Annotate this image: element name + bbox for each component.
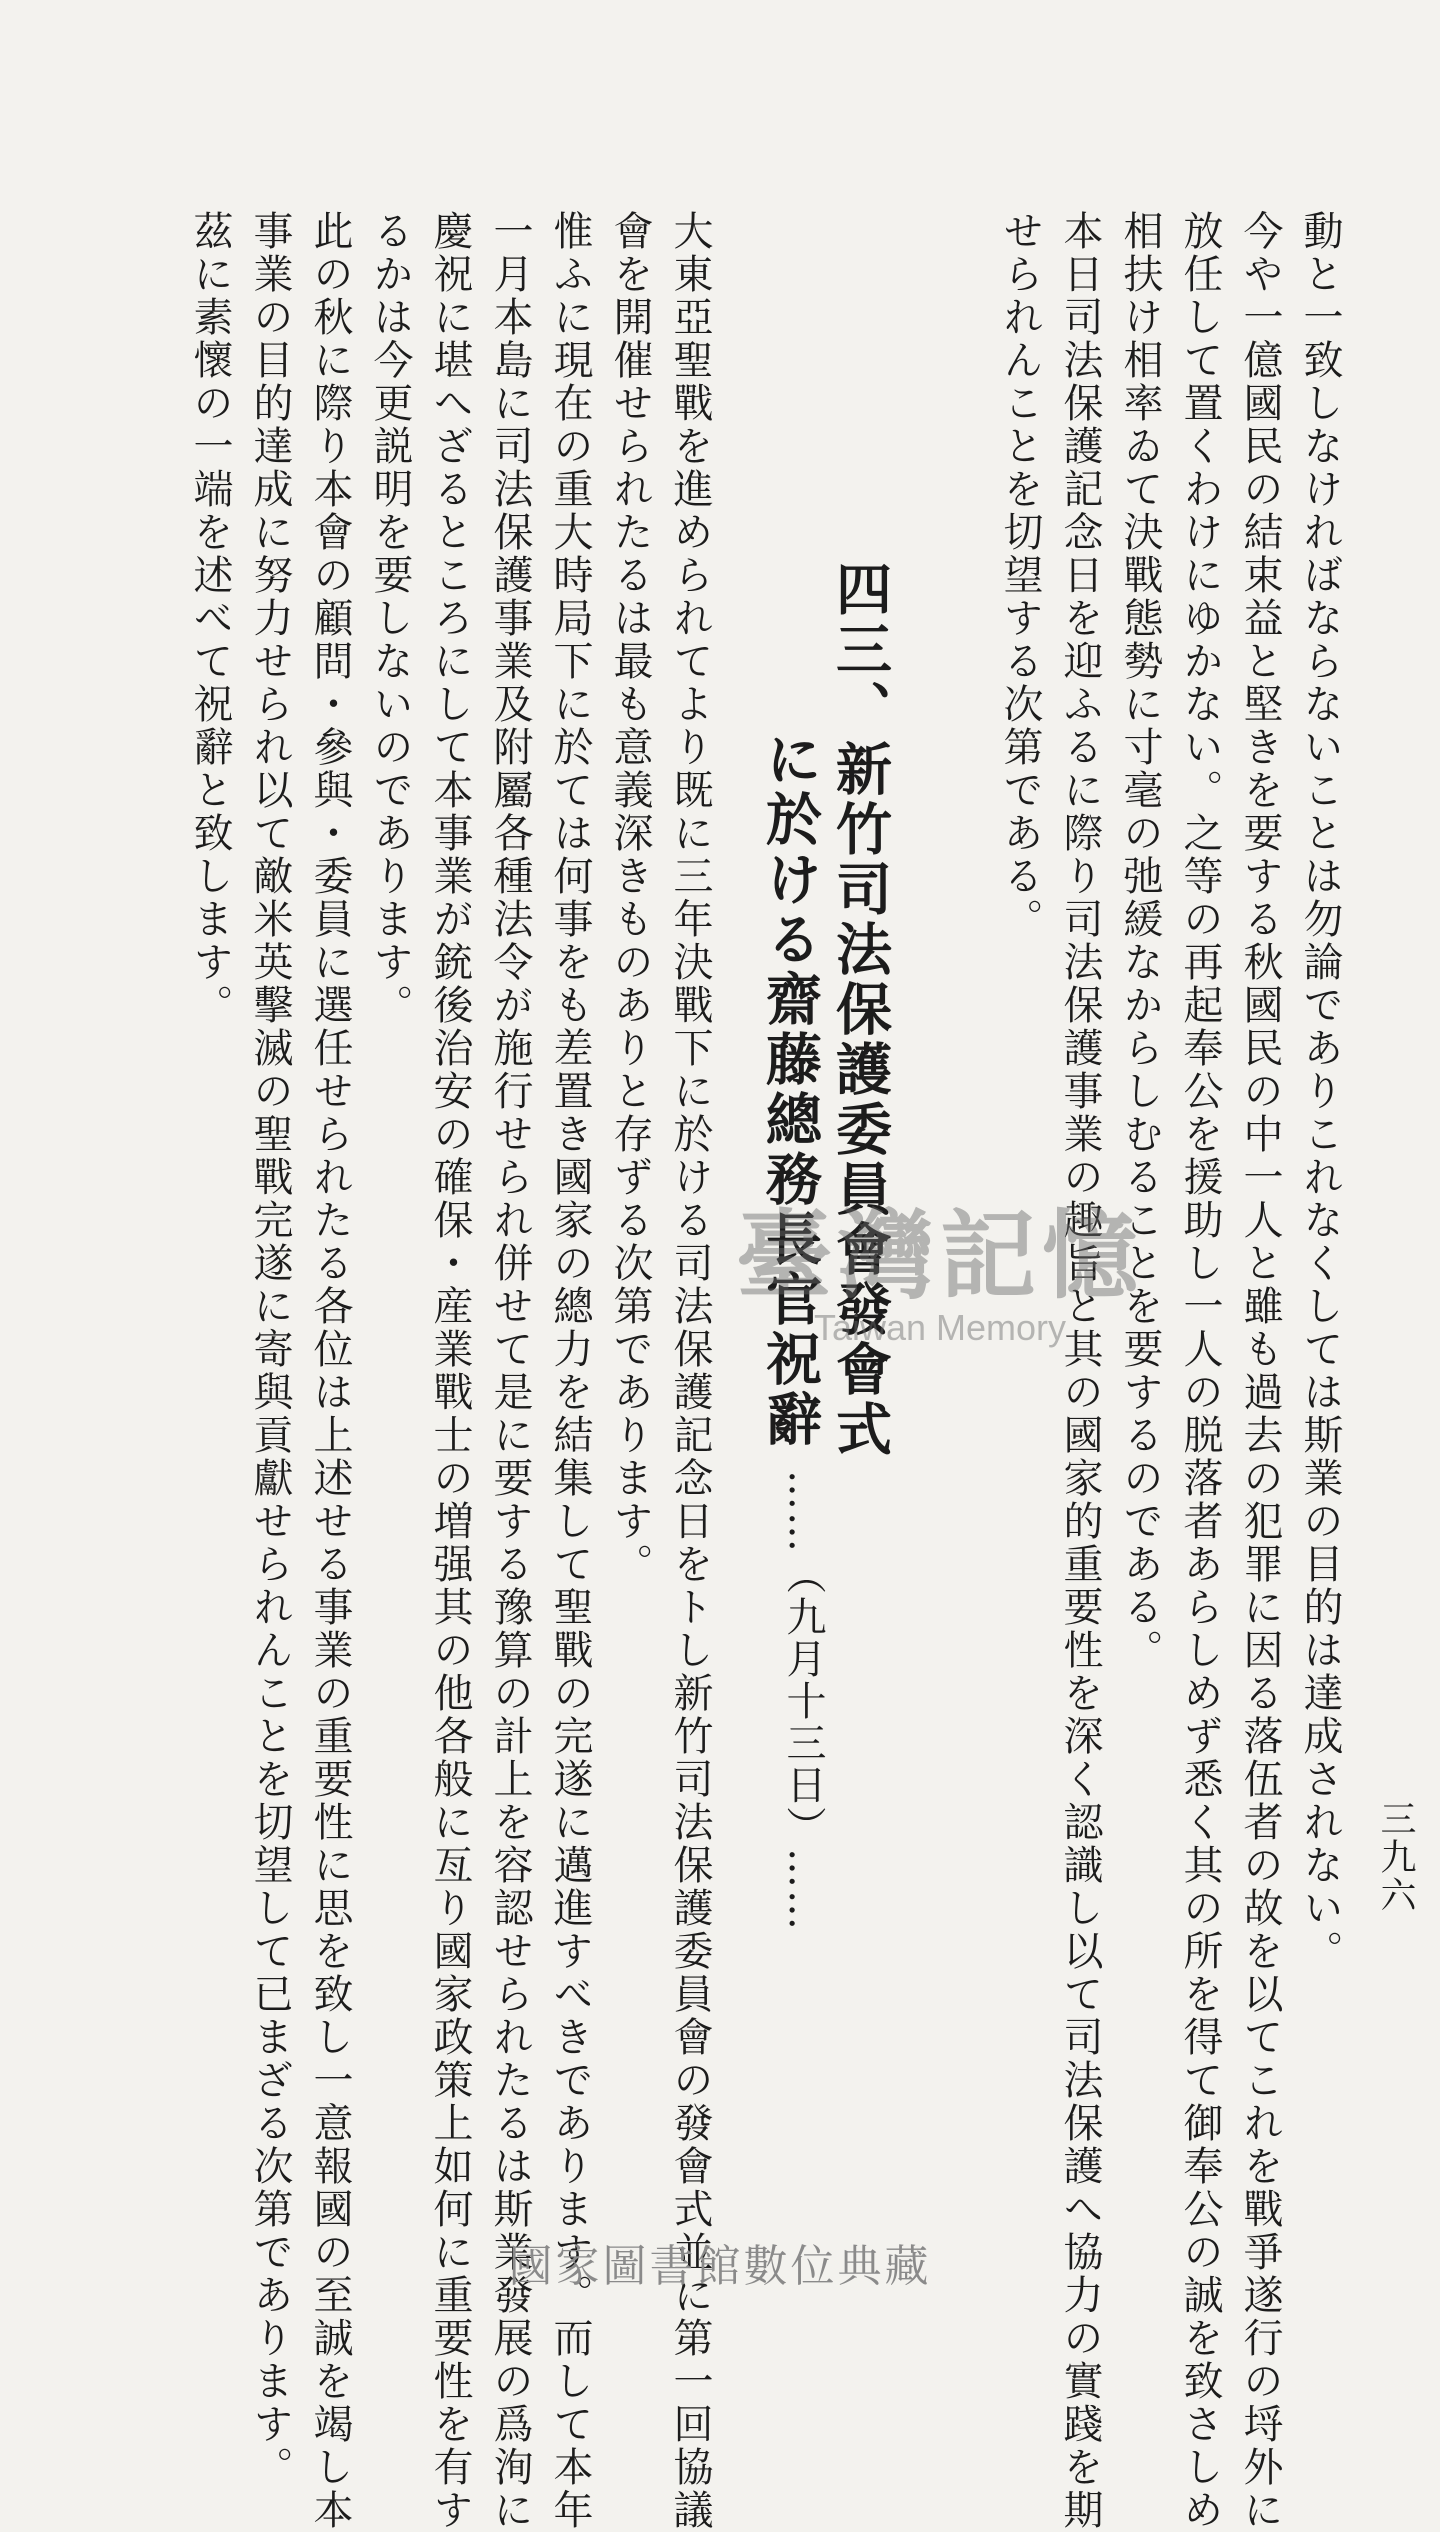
text-column-bottom-4: 一月本島に司法保護事業及附屬各種法令が施行せられ併せて是に要する豫算の計上を容認せられたるは斯業發展の爲洵に [487, 210, 533, 2532]
text-column-bottom-9: 茲に素懷の一端を述べて祝辭と致します。 [187, 210, 233, 1027]
text-column-top-6: せられんことを切望する次第である。 [997, 210, 1043, 941]
watermark-cjk: 臺灣記憶 [736, 1199, 1144, 1312]
text-column-bottom-5: 慶祝に堪へざるところにして本事業が銃後治安の確保・産業戰士の増强其の他各般に亙り國家政策上如何に重要性を有す [427, 210, 473, 2532]
text-column-bottom-1: 大東亞聖戰を進められてより既に三年決戰下に於ける司法保護記念日をトし新竹司法保護委員會の發會式並に第一回協議 [667, 210, 713, 2532]
watermark [700, 1180, 1180, 1349]
text-column-top-3: 放任して置くわけにゆかない。之等の再起奉公を援助し一人の脱落者あらしめず悉く其の所を得て御奉公の誠を致さしめ [1177, 210, 1223, 2532]
section-heading-line1: 四三、新竹司法保護委員會發會式 [827, 560, 893, 1460]
text-column-bottom-3: 惟ふに現在の重大時局下に於ては何事をも差置き國家の總力を結集して聖戰の完遂に邁進すべきであります。而して本年 [547, 210, 593, 2532]
footer-archive-label: 國家圖書館數位典藏 [508, 2241, 932, 2292]
text-column-bottom-2: 會を開催せられたるは最も意義深きものありと存ずる次第であります。 [607, 210, 653, 1586]
section-heading-line2: に於ける齋藤總務長官祝辭 [757, 730, 823, 1450]
text-column-top-1: 動と一致しなければならないことは勿論でありこれなくしては斯業の目的は達成されない。 [1297, 210, 1343, 1973]
text-column-bottom-7: 此の秋に際り本會の顧問・參與・委員に選任せられたる各位は上述せる事業の重要性に思を致し一意報國の至誠を竭し本 [307, 210, 353, 2532]
watermark-en: Taiwan Memory [813, 1307, 1067, 1348]
text-column-top-2: 今や一億國民の結束益と堅きを要する秋國民の中一人と雖も過去の犯罪に因る落伍者の故を以てこれを戰爭遂行の埒外に [1237, 210, 1283, 2532]
text-column-bottom-6: るかは今更説明を要しないのであります。 [367, 210, 413, 1027]
text-column-bottom-8: 事業の目的達成に努力せられ以て敵米英擊滅の聖戰完遂に寄與貢獻せられんことを切望して已まざる次第であります。 [247, 210, 293, 2489]
text-column-top-4: 相扶け相率ゐて決戰態勢に寸毫の弛緩なからしむることを要するのである。 [1117, 210, 1163, 1672]
text-column-top-5: 本日司法保護記念日を迎ふるに際り司法保護事業の趣旨と其の國家的重要性を深く認識し以て司法保護へ協力の實踐を期 [1057, 210, 1103, 2532]
heading-date: ……（九月十三日）…… [780, 1470, 826, 1932]
page-number: 三九六 [1375, 1800, 1416, 1914]
